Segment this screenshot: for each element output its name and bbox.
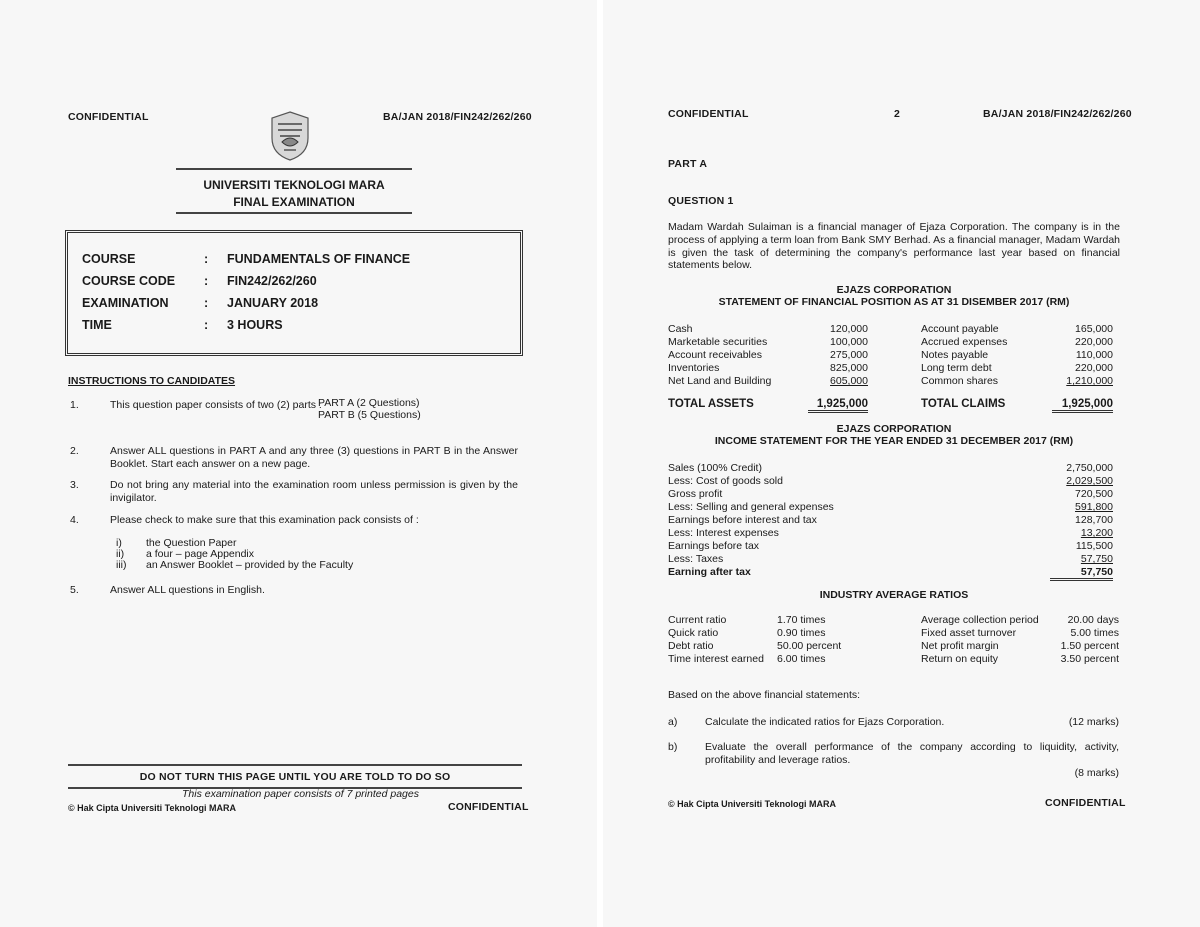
is-row-label: Sales (100% Credit) [668, 462, 762, 474]
footer-warning: DO NOT TURN THIS PAGE UNTIL YOU ARE TOLD TO DO SO [139, 771, 451, 783]
right-header-confidential: CONFIDENTIAL [668, 108, 749, 120]
info-value: FUNDAMENTALS OF FINANCE [227, 252, 411, 266]
sfp-asset-value: 100,000 [830, 336, 868, 348]
info-label: COURSE [82, 252, 136, 266]
info-colon: : [204, 274, 209, 288]
sfp-asset-value: 605,000 [830, 375, 868, 387]
is-company: EJAZS CORPORATION [836, 423, 952, 435]
pack-item-roman: ii) [116, 548, 125, 560]
part-heading: PART A [668, 158, 708, 170]
sfp-claim-label: Notes payable [921, 349, 989, 361]
instruction-number: 3. [70, 479, 79, 491]
footer-top-rule [68, 764, 522, 766]
info-label: EXAMINATION [82, 296, 169, 310]
ratio-value: 20.00 days [1067, 614, 1119, 626]
info-label: COURSE CODE [82, 274, 176, 288]
instruction-part-b: PART B (5 Questions) [318, 409, 421, 421]
ratio-label: Average collection period [921, 614, 1039, 626]
question-marks: (12 marks) [1068, 716, 1119, 728]
ratio-label: Current ratio [668, 614, 727, 626]
sfp-asset-value: 825,000 [830, 362, 868, 374]
is-row-value: 13,200 [1080, 527, 1113, 539]
info-colon: : [204, 318, 209, 332]
instruction-number: 2. [70, 445, 79, 457]
question-text: Calculate the indicated ratios for Ejazs Corporation. [705, 716, 945, 728]
sfp-claim-value: 165,000 [1075, 323, 1113, 335]
sfp-asset-value: 275,000 [830, 349, 868, 361]
pack-item-text: a four – page Appendix [146, 548, 255, 560]
ratio-label: Debt ratio [668, 640, 714, 652]
footer-pages-note: This examination paper consists of 7 printed pages [182, 788, 419, 800]
is-row-value: 128,700 [1075, 514, 1113, 526]
university-name: UNIVERSITI TEKNOLOGI MARA [203, 178, 385, 192]
sfp-asset-label: Account receivables [668, 349, 762, 361]
ratio-value: 1.70 times [777, 614, 826, 626]
sfp-claim-label: Long term debt [921, 362, 992, 374]
total-claims-value: 1,925,000 [1052, 398, 1113, 413]
left-header-confidential: CONFIDENTIAL [68, 111, 149, 123]
right-header-page-number: 2 [894, 108, 901, 120]
pack-item-text: the Question Paper [146, 537, 237, 549]
question-intro: Madam Wardah Sulaiman is a financial manager of Ejaza Corporation. The company is in the process of applying a term loan from Bank SMY Berhad. As a financial manager, Madam Wardah is given the task of determining the company's performance last year based on financial statements below. [668, 221, 1120, 272]
info-value: FIN242/262/260 [227, 274, 317, 288]
right-header-code: BA/JAN 2018/FIN242/262/260 [983, 108, 1132, 120]
uitm-crest-logo [268, 110, 312, 162]
footer-confidential: CONFIDENTIAL [448, 801, 529, 813]
instruction-text: Answer ALL questions in English. [110, 584, 265, 596]
instruction-number: 1. [70, 399, 79, 411]
right-footer-copyright: © Hak Cipta Universiti Teknologi MARA [668, 799, 836, 809]
is-row-label: Less: Cost of goods sold [668, 475, 783, 487]
is-row-label: Gross profit [668, 488, 723, 500]
is-row-value: 115,500 [1075, 540, 1113, 552]
is-row-label: Earnings before interest and tax [668, 514, 817, 526]
instruction-text: Answer ALL questions in PART A and any three (3) questions in PART B in the Answer Booklet. Start each answer on a new page. [110, 445, 518, 470]
instruction-text: Do not bring any material into the examination room unless permission is given by the invigilator. [110, 479, 518, 504]
ratio-label: Return on equity [921, 653, 999, 665]
is-row-value: 57,750 [1080, 553, 1113, 565]
ratio-label: Fixed asset turnover [921, 627, 1017, 639]
exam-title: FINAL EXAMINATION [233, 195, 355, 209]
ratio-value: 50.00 percent [777, 640, 842, 652]
sfp-asset-label: Marketable securities [668, 336, 768, 348]
footer-copyright: © Hak Cipta Universiti Teknologi MARA [68, 803, 236, 813]
instructions-title: INSTRUCTIONS TO CANDIDATES [68, 375, 236, 387]
sfp-asset-label: Inventories [668, 362, 720, 374]
sfp-claim-value: 220,000 [1075, 362, 1113, 374]
ratio-label: Quick ratio [668, 627, 719, 639]
title-bottom-rule [176, 212, 412, 214]
is-row-value: 720,500 [1075, 488, 1113, 500]
ratio-value: 1.50 percent [1060, 640, 1119, 652]
title-top-rule [176, 168, 412, 170]
university-title [176, 177, 412, 211]
is-row-label: Less: Selling and general expenses [668, 501, 834, 513]
ratio-label: Net profit margin [921, 640, 999, 652]
question-heading: QUESTION 1 [668, 195, 734, 207]
sfp-claim-value: 110,000 [1075, 349, 1113, 361]
question-letter: a) [668, 716, 678, 728]
ratios-title: INDUSTRY AVERAGE RATIOS [819, 589, 969, 601]
is-row-value: 57,750 [1050, 566, 1113, 581]
sfp-claim-value: 1,210,000 [1066, 375, 1113, 387]
course-info-box [65, 230, 523, 356]
question-letter: b) [668, 741, 678, 753]
sfp-title: STATEMENT OF FINANCIAL POSITION AS AT 31 DISEMBER 2017 (RM) [718, 296, 1070, 308]
sfp-claim-value: 220,000 [1075, 336, 1113, 348]
total-assets-value: 1,925,000 [808, 398, 868, 413]
total-claims-label: TOTAL CLAIMS [921, 398, 1006, 410]
question-marks: (8 marks) [1074, 767, 1119, 779]
ratio-value: 0.90 times [777, 627, 826, 639]
instruction-number: 5. [70, 584, 79, 596]
instruction-number: 4. [70, 514, 79, 526]
is-title: INCOME STATEMENT FOR THE YEAR ENDED 31 DECEMBER 2017 (RM) [714, 435, 1074, 447]
pack-item-roman: iii) [116, 559, 127, 571]
based-on-text: Based on the above financial statements: [668, 689, 861, 701]
instruction-part-a: PART A (2 Questions) [318, 397, 420, 409]
right-footer-confidential: CONFIDENTIAL [1045, 797, 1126, 809]
is-row-label: Less: Taxes [668, 553, 724, 565]
ratio-label: Time interest earned [668, 653, 764, 665]
total-assets-label: TOTAL ASSETS [668, 398, 754, 410]
ratio-value: 6.00 times [777, 653, 826, 665]
info-colon: : [204, 252, 209, 266]
info-label: TIME [82, 318, 112, 332]
sfp-asset-value: 120,000 [830, 323, 868, 335]
sfp-asset-label: Cash [668, 323, 693, 335]
sfp-claim-label: Accrued expenses [921, 336, 1008, 348]
sfp-asset-label: Net Land and Building [668, 375, 772, 387]
instruction-text: This question paper consists of two (2) parts : [110, 399, 322, 411]
instruction-text: Please check to make sure that this examination pack consists of : [110, 514, 419, 526]
info-value: 3 HOURS [227, 318, 283, 332]
is-row-value: 2,750,000 [1066, 462, 1113, 474]
ratio-value: 5.00 times [1070, 627, 1119, 639]
question-text: Evaluate the overall performance of the company according to liquidity, activity, profitability and leverage ratios. [705, 741, 1119, 766]
is-row-value: 2,029,500 [1066, 475, 1113, 487]
left-header-code: BA/JAN 2018/FIN242/262/260 [383, 111, 532, 123]
sfp-claim-label: Common shares [921, 375, 999, 387]
is-row-label: Earnings before tax [668, 540, 760, 552]
ratio-value: 3.50 percent [1060, 653, 1119, 665]
is-row-label: Earning after tax [668, 566, 751, 578]
info-colon: : [204, 296, 209, 310]
sfp-claim-label: Account payable [921, 323, 999, 335]
is-row-value: 591,800 [1075, 501, 1113, 513]
pack-item-text: an Answer Booklet – provided by the Faculty [146, 559, 354, 571]
is-row-label: Less: Interest expenses [668, 527, 779, 539]
pack-item-roman: i) [116, 537, 122, 549]
sfp-company: EJAZS CORPORATION [836, 284, 952, 296]
info-value: JANUARY 2018 [227, 296, 319, 310]
